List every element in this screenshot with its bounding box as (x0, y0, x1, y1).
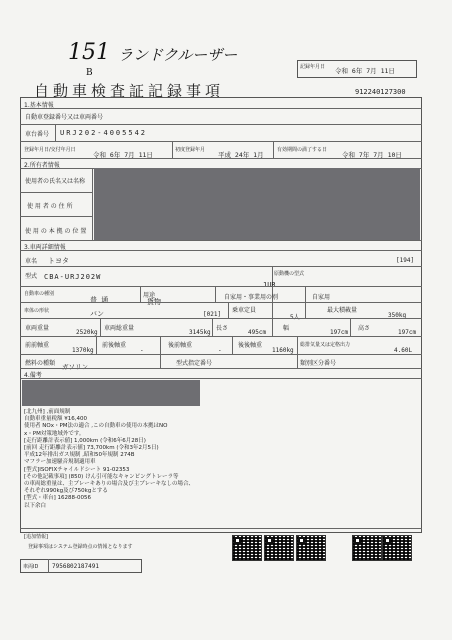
category-value: 普 通 (90, 296, 109, 304)
displacement-value: 4.60L (394, 347, 413, 354)
max-load-value: 350kg (388, 312, 407, 319)
length-label: 長さ (216, 325, 229, 332)
capacity-value: 5人 (290, 314, 300, 321)
height-label: 高さ (358, 325, 371, 332)
front-rear-axle-label: 前後軸重 (102, 342, 127, 349)
body-shape-value: バン (90, 310, 104, 318)
maker-code: [194] (396, 257, 415, 264)
note-line: [型式]ISOFIXチャイルドシート 91-02353 (24, 466, 130, 473)
body-shape-code: [021] (203, 311, 222, 318)
user-address-label: 使 用 者 の 住 所 (27, 203, 73, 210)
note-line: 平成12年排出ガス規制 ,昭和50年規制 274B (24, 452, 135, 459)
width-value: 197cm (330, 329, 349, 336)
rear-front-axle-label: 後前軸重 (168, 342, 193, 349)
note-line: 以下余白 (24, 502, 47, 509)
note-line: [型式・車台] 16288-0056 (24, 495, 92, 502)
base-location-label: 使 用 の 本 拠 の 位 置 (25, 228, 87, 235)
category-label: 自動車の種別 (24, 291, 55, 297)
note-line: マフラー加速騒音規制適用車 (24, 459, 96, 466)
class-number-label: 類別区分番号 (300, 360, 337, 367)
note-line: [北九州] ,前面規制 (24, 409, 71, 415)
purpose-value: 自家用 (312, 294, 331, 301)
displacement-label: 総排気量又は定格出力 (300, 342, 351, 348)
fuel-type-label: 燃料の種類 (25, 360, 56, 367)
section3-heading: 3.車両詳細情報 (24, 244, 66, 251)
registration-number-label: 自動車登録番号又は車両番号 (25, 114, 104, 121)
gross-weight-value: 3145kg (189, 329, 211, 336)
qr-code-1-icon (232, 535, 262, 561)
qr-code-2-icon (264, 535, 294, 561)
notes-list (24, 409, 194, 510)
qr-code-5-icon (382, 535, 412, 561)
record-date-value: 令和 6年 7月 11日 (335, 67, 395, 75)
redacted-owner-info (94, 168, 420, 240)
maker-value: トヨタ (48, 257, 69, 265)
handwritten-vehicle-name: ランドクルーザー (118, 46, 238, 64)
fuel-type-value: ガソリン (62, 363, 88, 371)
section1-heading: 1.基本情報 (24, 102, 54, 109)
first-registration-label: 初度登録年月 (175, 147, 206, 153)
front-rear-axle-value: - (140, 347, 144, 354)
vehicle-weight-label: 車両重量 (25, 325, 50, 332)
note-line: [走行距離計表示値] 1,000km (令和6年6月28日) (24, 437, 146, 444)
body-shape-label: 車体の形状 (24, 308, 50, 314)
rear-front-axle-value: - (218, 347, 222, 354)
engine-type-label: 原動機の型式 (274, 271, 305, 277)
gross-weight-label: 車両総重量 (104, 325, 135, 332)
section2-heading: 2.所有者情報 (24, 162, 60, 169)
length-value: 495cm (248, 329, 267, 336)
document-title: 自動車検査証記録事項 (34, 82, 225, 100)
front-front-axle-label: 前前軸重 (25, 342, 50, 349)
model-value: CBA-URJ202W (44, 273, 102, 281)
max-load-label: 最大積載量 (327, 307, 358, 314)
section4-heading: 4.備考 (24, 372, 42, 379)
type-designation-label: 型式指定番号 (176, 360, 213, 367)
vehicle-id-label: 車両ID (23, 564, 39, 570)
rear-rear-axle-value: 1160kg (272, 347, 294, 354)
note-line: [前回 走行距離計表示値] 73,700km (令和3年2月5日) (24, 445, 159, 452)
rear-rear-axle-label: 後後軸重 (238, 342, 263, 349)
first-registration-value: 平成 24年 1月 (218, 151, 264, 159)
use-label: 用途 (143, 292, 156, 299)
purpose-label: 自家用・事業用の別 (224, 294, 279, 301)
redacted-notes-header (22, 380, 200, 406)
expiry-date-value: 令和 7年 7月 10日 (342, 151, 402, 159)
maker-label: 車名 (25, 258, 38, 265)
chassis-number-label: 車台番号 (25, 131, 50, 138)
document-number: 912240127300 (355, 88, 406, 96)
registration-date-label: 登録年月日/交付年月日 (24, 147, 76, 153)
note-line: x・PM対策地域外です。 (24, 430, 85, 437)
vehicle-id-value: 7956802187491 (52, 563, 99, 570)
use-value: 貨物 (147, 298, 161, 306)
note-line: [その他記載事項] (850) けん引可能なキャンピングトレーラ等 (24, 473, 179, 480)
expiry-date-label: 有効期間の満了する日 (277, 147, 328, 153)
additional-info-text: 登録事項はシステム登録時点の情報となります (28, 544, 133, 550)
note-line: 自動車重量税額 ¥16,400 (24, 416, 87, 423)
capacity-label: 乗車定員 (232, 307, 257, 314)
handwritten-number: 151 (68, 40, 110, 65)
qr-code-4-icon (352, 535, 382, 561)
note-line: 使用者 NOx・PM法の適合 ,この自動車の使用の本拠はNO (24, 423, 168, 430)
width-label: 幅 (283, 325, 290, 332)
additional-info-label: [追加情報] (24, 534, 48, 540)
engine-type-value: 1UR (263, 281, 276, 289)
note-line: の車両総重量は、主ブレーキありの場合及び主ブレーキなしの場合、 (24, 481, 195, 488)
registration-date-value: 令和 6年 7月 11日 (93, 151, 153, 159)
chassis-number-value: URJ202-4005542 (60, 129, 148, 137)
user-name-label: 使用者の氏名又は名称 (25, 178, 86, 185)
model-label: 型式 (25, 273, 38, 280)
record-date-label: 記録年月日 (300, 64, 326, 70)
front-front-axle-value: 1370kg (72, 347, 94, 354)
vehicle-weight-value: 2520kg (76, 329, 98, 336)
handwritten-mark: B (86, 68, 93, 78)
height-value: 197cm (398, 329, 417, 336)
note-line: それぞれ990kg及び750kgとする (24, 488, 108, 495)
qr-code-3-icon (296, 535, 326, 561)
